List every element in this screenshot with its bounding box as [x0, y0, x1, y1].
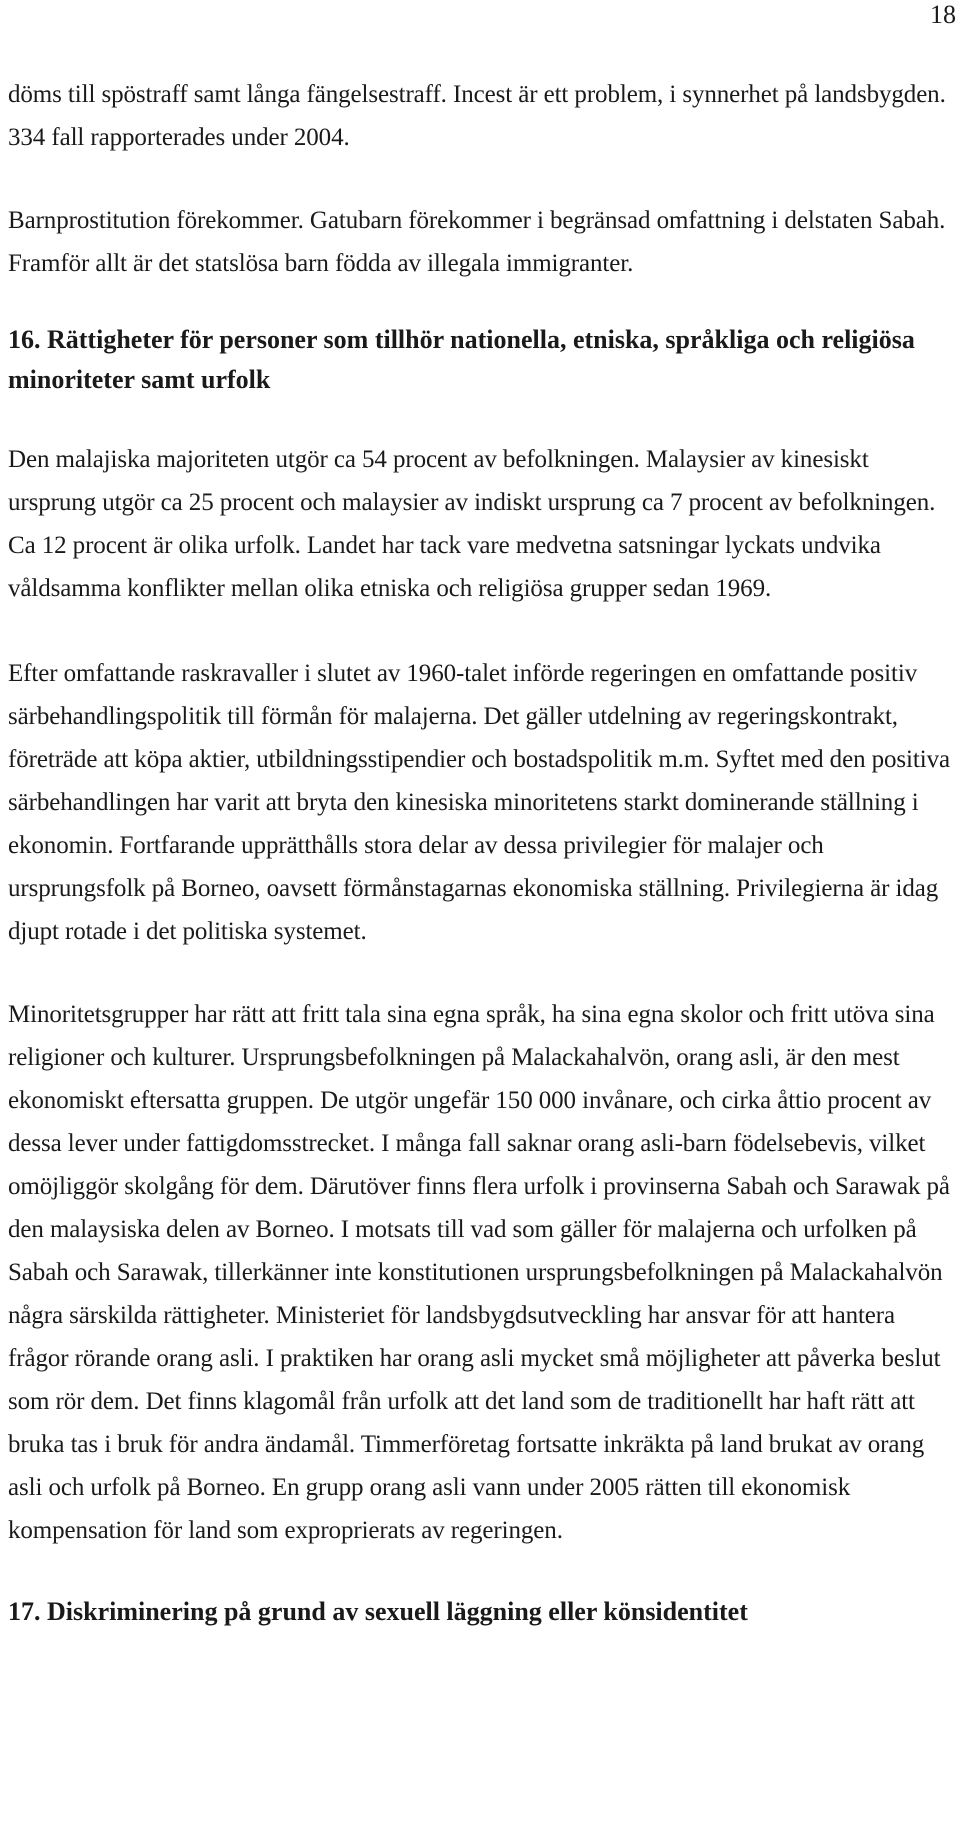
- paragraph-child-prostitution: Barnprostitution förekommer. Gatubarn förekommer i begränsad omfattning i delstaten Sabah. Framför allt är det statslösa barn födda av illegala immigranter.: [8, 207, 946, 277]
- paragraph-minority-groups: Minoritetsgrupper har rätt att fritt tala sina egna språk, ha sina egna skolor och fritt utöva sina religioner och kulturer. Ursprungsbefolkningen på Malackahalvön, orang asli, är den mest ekonomiskt eftersatta gruppen. De utgör ungefär 150 000 invånare, och cirka åttio procent av dessa lever under fattigdomsstrecket. I många fall saknar orang asli-barn födelsebevis, vilket omöjliggör skolgång för dem. Därutöver finns flera urfolk i provinserna Sabah och Sarawak på den malaysiska delen av Borneo. I motsats till vad som gäller för malajerna och urfolken på Sabah och Sarawak, tillerkänner inte konstitutionen ursprungsbefolkningen på Malackahalvön några särskilda rättigheter. Ministeriet för landsbygdsutveckling har ansvar för att hantera frågor rörande orang asli. I praktiken har orang asli mycket små möjligheter att påverka beslut som rör dem. Det finns klagomål från urfolk att det land som de traditionellt har haft rätt att bruka tas i bruk för andra ändamål. Timmerföretag fortsatte inkräkta på land brukat av orang asli och urfolk på Borneo. En grupp orang asli vann under 2005 rätten till ekonomisk kompensation för land som exproprierats av regeringen.: [8, 1001, 950, 1544]
- page-number: 18: [930, 0, 956, 29]
- paragraph-positive-discrimination: Efter omfattande raskravaller i slutet av 1960-talet införde regeringen en omfattande positiv särbehandlingspolitik till förmån för malajerna. Det gäller utdelning av regeringskontrakt, företräde att köpa aktier, utbildningsstipendier och bostadspolitik m.m. Syftet med den positiva särbehandlingen har varit att bryta den kinesiska minoritetens starkt dominerande ställning i ekonomin. Fortfarande upprätthålls stora delar av dessa privilegier för malajer och ursprungsfolk på Borneo, oavsett förmånstagarnas ekonomiska ställning. Privilegierna är idag djupt rotade i det politiska systemet.: [8, 660, 950, 945]
- section-heading-16: 16. Rättigheter för personer som tillhör nationella, etniska, språkliga och religiösa minoriteter samt urfolk: [8, 325, 915, 394]
- document-body: [8, 73, 953, 1632]
- section-heading-17: 17. Diskriminering på grund av sexuell läggning eller könsidentitet: [8, 1597, 748, 1626]
- paragraph-population: Den malajiska majoriteten utgör ca 54 procent av befolkningen. Malaysier av kinesiskt ursprung utgör ca 25 procent och malaysier av indiskt ursprung ca 7 procent av befolkningen. Ca 12 procent är olika urfolk. Landet har tack vare medvetna satsningar lyckats undvika våldsamma konflikter mellan olika etniska och religiösa grupper sedan 1969.: [8, 446, 936, 602]
- paragraph-incest: döms till spöstraff samt långa fängelsestraff. Incest är ett problem, i synnerhet på landsbygden. 334 fall rapporterades under 2004.: [8, 81, 946, 151]
